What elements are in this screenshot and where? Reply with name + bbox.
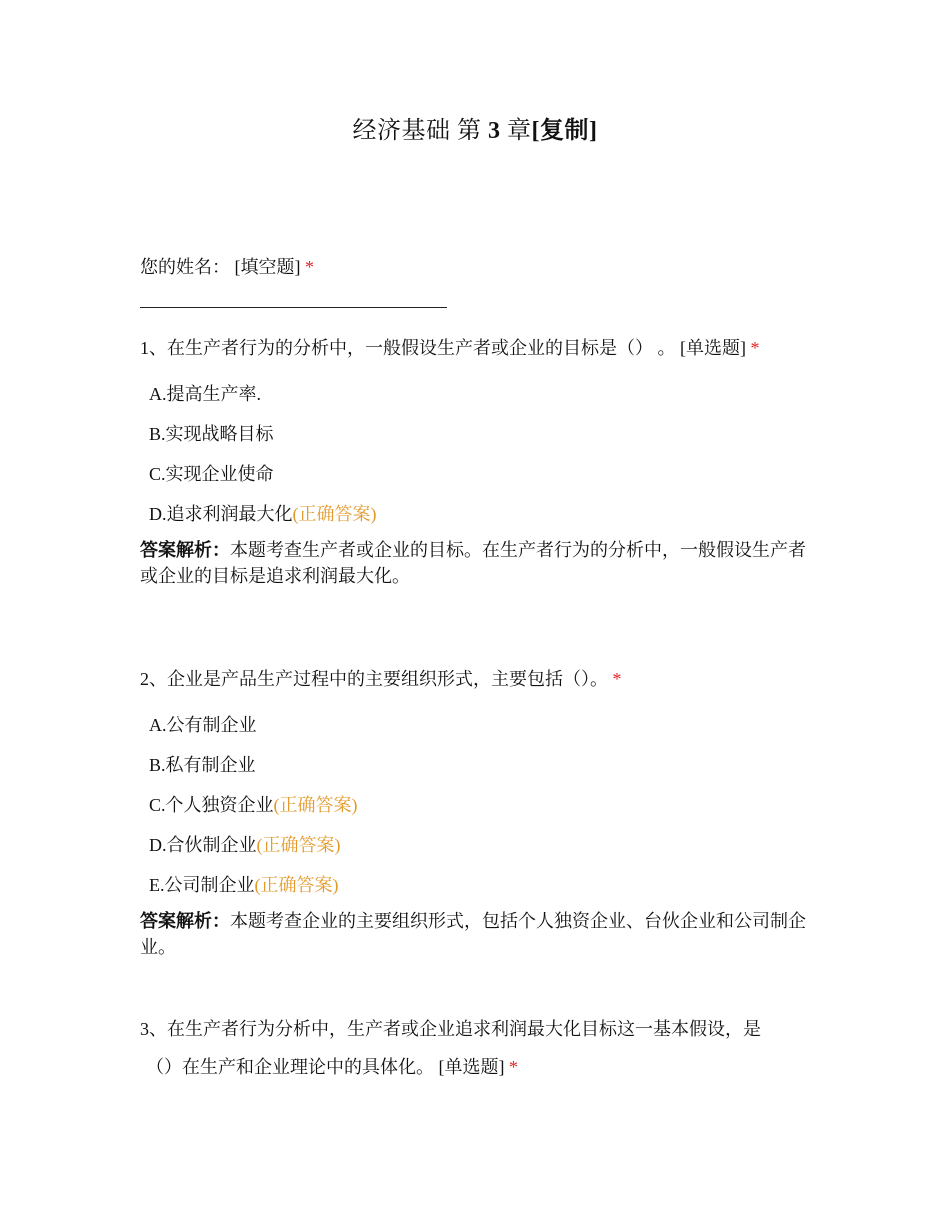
option-label: A.提高生产率. — [149, 384, 261, 404]
required-marker: * — [509, 1057, 518, 1077]
title-prefix: 经济基础 第 — [352, 118, 488, 144]
name-input-line[interactable] — [140, 307, 447, 308]
question-2-option-a[interactable] — [149, 711, 257, 737]
question-type: [单选题] — [438, 1057, 505, 1077]
question-1-title — [140, 334, 760, 360]
option-label: C.个人独资企业 — [149, 795, 274, 815]
question-type: [单选题] — [680, 338, 746, 358]
required-marker: * — [750, 338, 760, 358]
question-1-option-a[interactable] — [149, 380, 261, 406]
question-1-option-d[interactable] — [149, 500, 377, 526]
name-label: 您的姓名： — [140, 257, 230, 277]
option-label: B.私有制企业 — [149, 755, 256, 775]
analysis-label: 答案解析： — [140, 540, 230, 560]
question-2-analysis — [140, 908, 820, 960]
title-chapter-number: 3 — [488, 118, 501, 144]
correct-answer-badge: (正确答案) — [256, 835, 341, 855]
question-3-title-line-2 — [146, 1053, 518, 1079]
question-2-option-e[interactable] — [149, 871, 339, 897]
page-title — [0, 110, 950, 145]
question-text: 1、在生产者行为的分析中，一般假设生产者或企业的目标是（） 。 — [140, 338, 676, 358]
question-2-option-d[interactable] — [149, 831, 341, 857]
question-1-analysis — [140, 537, 820, 589]
correct-answer-badge: (正确答案) — [273, 795, 358, 815]
option-label: D.追求利润最大化 — [149, 504, 293, 524]
title-tag: [复制] — [531, 118, 598, 144]
correct-answer-badge: (正确答案) — [292, 504, 377, 524]
analysis-label: 答案解析： — [140, 911, 230, 931]
question-type: [填空题] — [234, 257, 301, 277]
analysis-text: 本题考查生产者或企业的目标。在生产者行为的分析中，一般假设生产者或企业的目标是追求利润最大化。 — [140, 540, 806, 586]
question-text: （）在生产和企业理论中的具体化。 — [146, 1057, 434, 1077]
option-label: B.实现战略目标 — [149, 424, 274, 444]
name-question — [140, 253, 314, 279]
option-label: D.合伙制企业 — [149, 835, 257, 855]
question-3-title-line-1 — [140, 1015, 761, 1041]
question-2-option-b[interactable] — [149, 751, 256, 777]
option-label: A.公有制企业 — [149, 715, 257, 735]
question-2-title — [140, 665, 622, 691]
question-text: 3、在生产者行为分析中，生产者或企业追求利润最大化目标这一基本假设，是 — [140, 1019, 761, 1039]
question-text: 2、企业是产品生产过程中的主要组织形式，主要包括（）。 — [140, 669, 608, 689]
required-marker: * — [305, 257, 314, 277]
option-label: C.实现企业使命 — [149, 464, 274, 484]
question-1-option-c[interactable] — [149, 460, 274, 486]
question-2-option-c[interactable] — [149, 791, 358, 817]
correct-answer-badge: (正确答案) — [254, 875, 339, 895]
required-marker: * — [612, 669, 622, 689]
title-suffix: 章 — [500, 118, 532, 144]
option-label: E.公司制企业 — [149, 875, 255, 895]
analysis-text: 本题考查企业的主要组织形式，包括个人独资企业、台伙企业和公司制企业。 — [140, 911, 806, 957]
question-1-option-b[interactable] — [149, 420, 274, 446]
